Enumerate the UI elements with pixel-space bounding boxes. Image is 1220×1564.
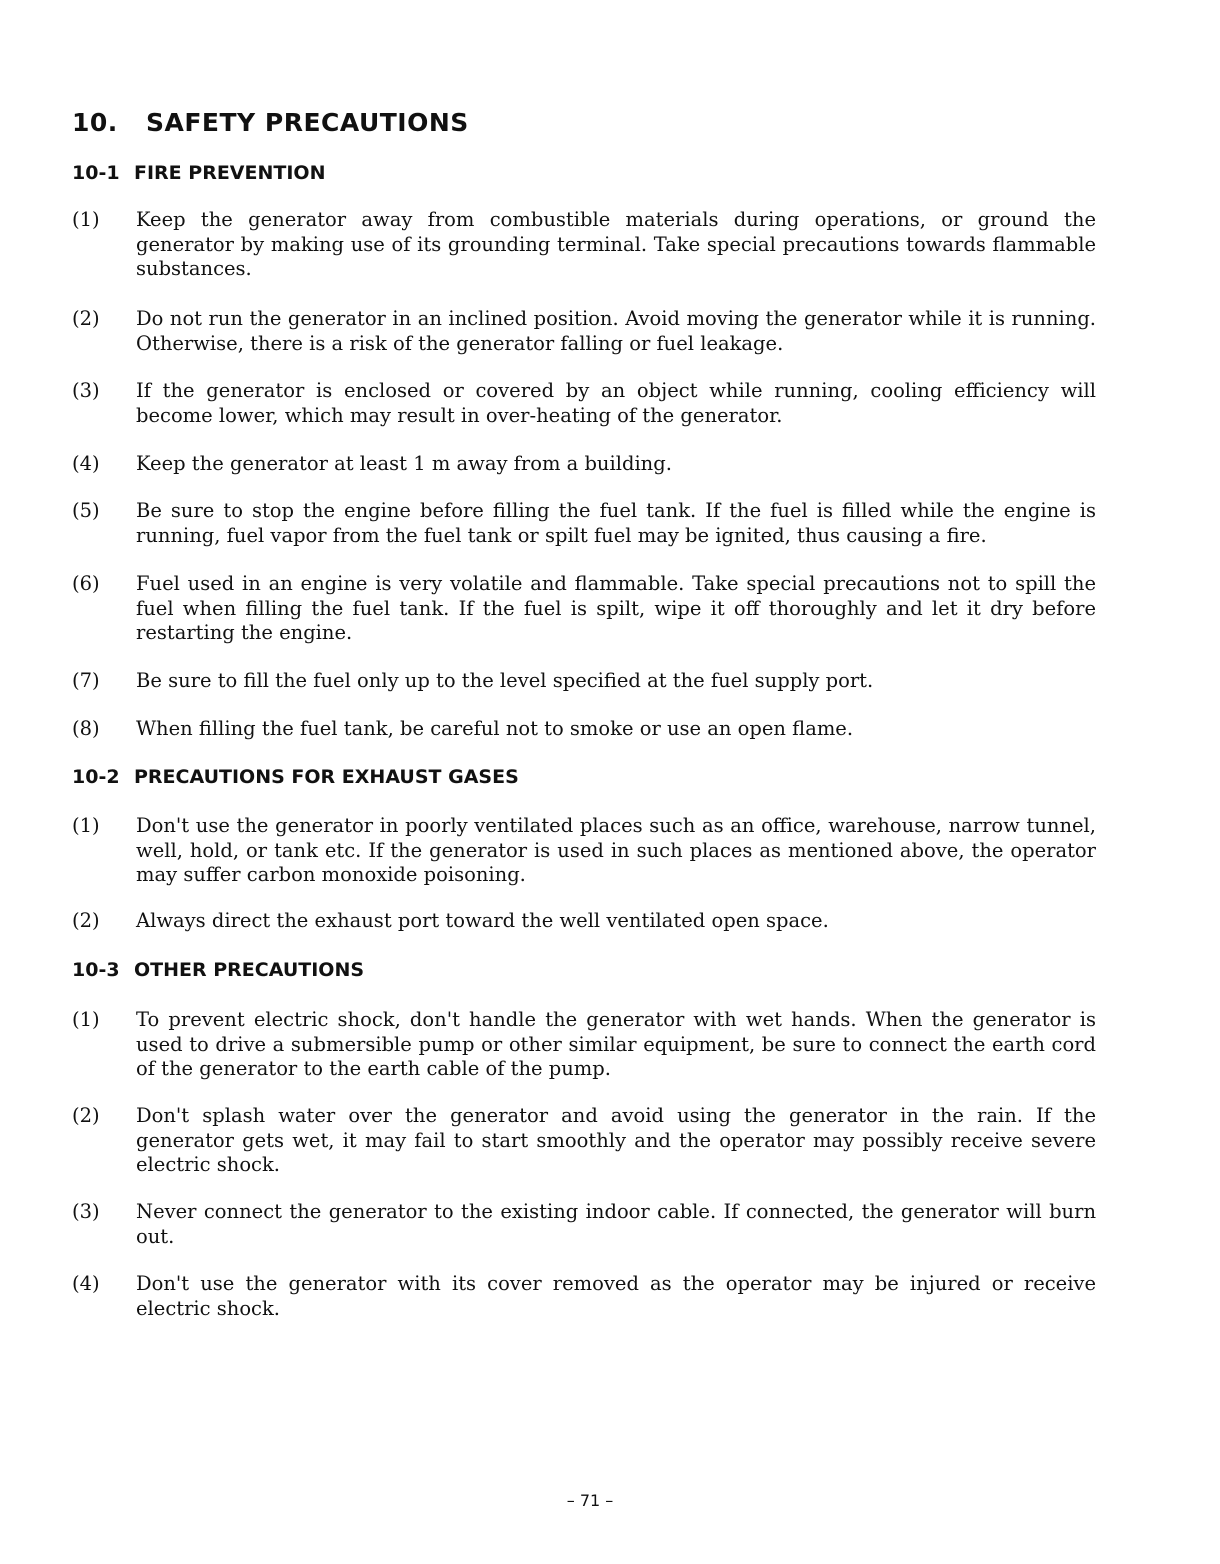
section-number: 10-1 <box>72 162 120 184</box>
item-text: Fuel used in an engine is very volatile and flammable. Take special precautions not to spill the fuel when filling the fuel tank. If the fuel is spilt, wipe it off thoroughly and let it dry before restarting the engine. <box>136 572 1096 644</box>
section-heading-fire-prevention <box>72 162 325 184</box>
list-item <box>72 814 1096 888</box>
section-heading-other-precautions <box>72 959 364 981</box>
item-text: To prevent electric shock, don't handle the generator with wet hands. When the generator is used to drive a submersible pump or other similar equipment, be sure to connect the earth cord of the generator to the earth cable of the pump. <box>136 1008 1096 1080</box>
item-text: Be sure to fill the fuel only up to the level specified at the fuel supply port. <box>136 669 874 692</box>
item-marker: (1) <box>72 1008 100 1031</box>
list-item <box>72 499 1096 548</box>
item-text: Don't splash water over the generator and avoid using the generator in the rain. If the generator gets wet, it may fail to start smoothly and the operator may possibly receive severe electric shock. <box>136 1104 1096 1176</box>
chapter-number: 10. <box>72 108 118 137</box>
list-item <box>72 208 1096 282</box>
item-marker: (6) <box>72 572 100 595</box>
chapter-title <box>72 108 469 137</box>
item-text: If the generator is enclosed or covered by an object while running, cooling efficiency will become lower, which may result in over-heating of the generator. <box>136 379 1096 427</box>
list-item <box>72 717 1096 742</box>
section-heading-exhaust-gases <box>72 766 519 788</box>
list-item <box>72 669 1096 694</box>
list-item <box>72 379 1096 428</box>
list-item <box>72 1200 1096 1249</box>
section-number: 10-2 <box>72 766 120 788</box>
section-number: 10-3 <box>72 959 120 981</box>
item-marker: (2) <box>72 307 100 330</box>
item-text: Don't use the generator in poorly ventilated places such as an office, warehouse, narrow tunnel, well, hold, or tank etc. If the generator is used in such places as mentioned above, the operator may suffer carbon monoxide poisoning. <box>136 814 1096 886</box>
item-marker: (2) <box>72 909 100 932</box>
item-marker: (2) <box>72 1104 100 1127</box>
item-marker: (7) <box>72 669 100 692</box>
item-marker: (3) <box>72 1200 100 1223</box>
item-text: When filling the fuel tank, be careful not to smoke or use an open flame. <box>136 717 854 740</box>
item-text: Keep the generator away from combustible materials during operations, or ground the generator by making use of its grounding terminal. Take special precautions towards flammable substances. <box>136 208 1096 280</box>
item-marker: (1) <box>72 208 100 231</box>
list-item <box>72 307 1096 356</box>
section-title: PRECAUTIONS FOR EXHAUST GASES <box>134 766 519 788</box>
chapter-title-text: SAFETY PRECAUTIONS <box>146 108 469 137</box>
item-text: Don't use the generator with its cover removed as the operator may be injured or receive electric shock. <box>136 1272 1096 1320</box>
list-item <box>72 1272 1096 1321</box>
list-item <box>72 1008 1096 1082</box>
item-text: Never connect the generator to the existing indoor cable. If connected, the generator will burn out. <box>136 1200 1096 1248</box>
list-item <box>72 1104 1096 1178</box>
item-marker: (4) <box>72 452 100 475</box>
item-marker: (3) <box>72 379 100 402</box>
item-marker: (1) <box>72 814 100 837</box>
item-marker: (5) <box>72 499 100 522</box>
list-item <box>72 452 1096 477</box>
item-text: Always direct the exhaust port toward the well ventilated open space. <box>136 909 829 932</box>
item-text: Keep the generator at least 1 m away from a building. <box>136 452 672 475</box>
item-marker: (4) <box>72 1272 100 1295</box>
section-title: OTHER PRECAUTIONS <box>134 959 365 981</box>
item-text: Do not run the generator in an inclined position. Avoid moving the generator while it is running. Otherwise, there is a risk of the generator falling or fuel leakage. <box>136 307 1096 355</box>
item-marker: (8) <box>72 717 100 740</box>
list-item <box>72 909 1096 934</box>
item-text: Be sure to stop the engine before filling the fuel tank. If the fuel is filled while the engine is running, fuel vapor from the fuel tank or spilt fuel may be ignited, thus causing a fire. <box>136 499 1096 547</box>
section-title: FIRE PREVENTION <box>134 162 326 184</box>
list-item <box>72 572 1096 646</box>
page-number: – 71 – <box>566 1491 614 1510</box>
